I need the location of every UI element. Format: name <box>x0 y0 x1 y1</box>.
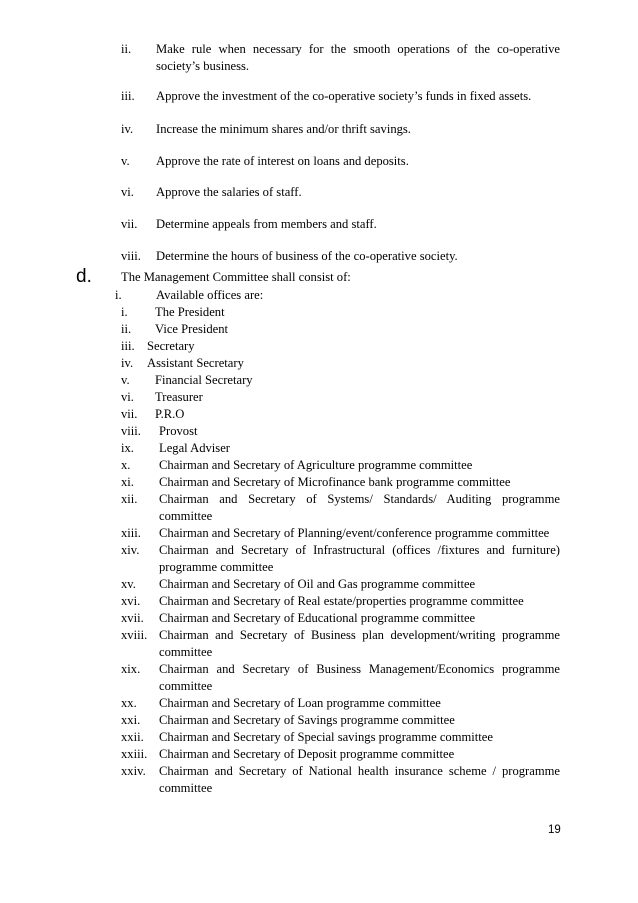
section-heading: The Management Committee shall consist of: <box>121 270 351 284</box>
item-number: xxiii. <box>121 747 148 761</box>
item-text-line: committee <box>159 679 213 693</box>
item-text-line: Provost <box>159 424 198 438</box>
item-number: xvi. <box>121 594 141 608</box>
item-number: xxiv. <box>121 764 146 778</box>
item-text-line: Approve the salaries of staff. <box>156 185 302 199</box>
item-text-line: Secretary <box>147 339 195 353</box>
item-text-line: society’s business. <box>156 59 250 73</box>
item-text-line: Treasurer <box>155 390 203 404</box>
item-text-line: Chairman and Secretary of Savings programme committee <box>159 713 455 727</box>
item-number: viii. <box>121 249 141 263</box>
item-number: ix. <box>121 441 134 455</box>
item-number: v. <box>121 154 130 168</box>
item-number: iii. <box>121 89 135 103</box>
page-number: 19 <box>548 824 561 836</box>
item-text-line: committee <box>159 645 213 659</box>
item-number: xxi. <box>121 713 141 727</box>
item-number: iv. <box>121 356 134 370</box>
item-text-line: Chairman and Secretary of Microfinance bank programme committee <box>159 475 511 489</box>
item-text-line: Approve the rate of interest on loans and deposits. <box>156 154 409 168</box>
item-text-line: Chairman and Secretary of Business Management/Economics programme <box>159 662 560 676</box>
section-letter: d. <box>76 266 92 287</box>
item-text-line: Chairman and Secretary of Educational programme committee <box>159 611 476 625</box>
item-number: x. <box>121 458 131 472</box>
item-number: v. <box>121 373 130 387</box>
item-text-line: Chairman and Secretary of Planning/event/conference programme committee <box>159 526 550 540</box>
item-text-line: Determine the hours of business of the co-operative society. <box>156 249 458 263</box>
item-text-line: Assistant Secretary <box>147 356 244 370</box>
item-text-line: Chairman and Secretary of Deposit programme committee <box>159 747 455 761</box>
item-number: viii. <box>121 424 141 438</box>
item-number: xvii. <box>121 611 144 625</box>
item-text-line: The President <box>155 305 225 319</box>
item-text-line: Chairman and Secretary of Systems/ Standards/ Auditing programme <box>159 492 560 506</box>
item-text-line: Legal Adviser <box>159 441 230 455</box>
item-text-line: Chairman and Secretary of Real estate/properties programme committee <box>159 594 524 608</box>
item-text-line: Chairman and Secretary of Oil and Gas programme committee <box>159 577 476 591</box>
item-number: xiii. <box>121 526 141 540</box>
item-number: xxii. <box>121 730 144 744</box>
item-number: vi. <box>121 185 134 199</box>
item-text-line: Chairman and Secretary of Agriculture programme committee <box>159 458 473 472</box>
item-text-line: Increase the minimum shares and/or thrift savings. <box>156 122 411 136</box>
item-number: vi. <box>121 390 134 404</box>
item-text-line: Chairman and Secretary of Loan programme committee <box>159 696 441 710</box>
item-number: vii. <box>121 217 138 231</box>
item-number: ii. <box>121 322 132 336</box>
item-text-line: Financial Secretary <box>155 373 253 387</box>
item-number: xviii. <box>121 628 148 642</box>
item-text-line: P.R.O <box>155 407 185 421</box>
item-number: xv. <box>121 577 136 591</box>
item-text-line: Available offices are: <box>156 288 264 302</box>
item-number: iv. <box>121 122 134 136</box>
item-text-line: Approve the investment of the co-operative society’s funds in fixed assets. <box>156 89 532 103</box>
item-text-line: Determine appeals from members and staff. <box>156 217 377 231</box>
item-number: xx. <box>121 696 137 710</box>
item-text-line: Make rule when necessary for the smooth operations of the co-operative <box>156 42 560 56</box>
item-text-line: Chairman and Secretary of Infrastructural (offices /fixtures and furniture) <box>159 543 560 557</box>
item-text-line: programme committee <box>159 560 274 574</box>
item-number: xi. <box>121 475 134 489</box>
item-text-line: Chairman and Secretary of National health insurance scheme / programme <box>159 764 560 778</box>
item-number: xix. <box>121 662 141 676</box>
item-number: iii. <box>121 339 135 353</box>
item-text-line: Chairman and Secretary of Special savings programme committee <box>159 730 493 744</box>
item-number: i. <box>121 305 128 319</box>
item-number: vii. <box>121 407 138 421</box>
item-text-line: committee <box>159 509 213 523</box>
item-number: i. <box>115 288 122 302</box>
item-text-line: committee <box>159 781 213 795</box>
item-number: xii. <box>121 492 138 506</box>
item-text-line: Chairman and Secretary of Business plan development/writing programme <box>159 628 560 642</box>
item-number: ii. <box>121 42 132 56</box>
item-number: xiv. <box>121 543 140 557</box>
item-text-line: Vice President <box>155 322 229 336</box>
